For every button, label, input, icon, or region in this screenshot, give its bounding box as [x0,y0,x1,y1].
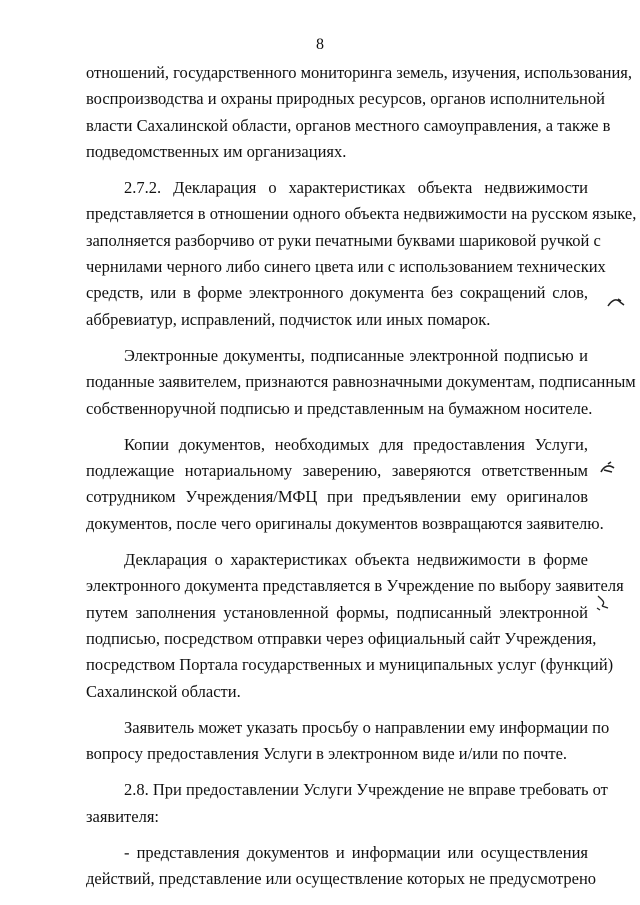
text-line: представляется в отношении одного объекта недвижимости на русском языке, [86,204,637,224]
text-line: Электронные документы, подписанные электронной подписью и [124,345,588,365]
text-line: 2.7.2. Декларация о характеристиках объекта недвижимости [124,178,588,198]
text-line: - представления документов и информации или осуществления [124,843,588,863]
text-line: подписью, посредством отправки через официальный сайт Учреждения, [86,628,597,648]
text-line: собственноручной подписью и представленным на бумажном носителе. [86,398,593,418]
text-line: сотрудником Учреждения/МФЦ при предъявлении ему оригиналов [86,487,588,507]
text-line: Сахалинской области. [86,681,241,701]
text-line: аббревиатур, исправлений, подчисток или иных помарок. [86,309,491,329]
text-line: 2.8. При предоставлении Услуги Учреждение не вправе требовать от [124,780,608,800]
paragraph [86,343,636,422]
text-line: власти Сахалинской области, органов местного самоуправления, а также в [86,115,611,135]
text-line: воспроизводства и охраны природных ресурсов, органов исполнительной [86,89,605,109]
text-line: поданные заявителем, признаются равнозначными документам, подписанным [86,372,636,392]
text-line: Заявитель может указать просьбу о направлении ему информации по [124,717,610,737]
text-line: подлежащие нотариальному заверению, заверяются ответственным [86,461,588,481]
text-line: чернилами черного либо синего цвета или с использованием технических [86,257,606,277]
text-line: отношений, государственного мониторинга земель, изучения, использования, [86,63,633,82]
paragraph [86,547,624,705]
text-line: вопросу предоставления Услуги в электронном виде и/или по почте. [86,744,568,764]
document-body [86,60,637,893]
margin-pen-mark-icon [606,296,626,310]
paragraph [86,432,604,537]
text-line: электронного документа представляется в Учреждение по выбору заявителя [86,576,624,596]
margin-pen-mark-icon [598,460,618,476]
paragraph [86,175,637,333]
text-line: действий, представление или осуществление которых не предусмотрено [86,869,597,889]
text-line: документов, после чего оригиналы документов возвращаются заявителю. [86,513,604,533]
paragraph [86,777,608,830]
page-number: 8 [316,36,324,53]
paragraph [86,840,597,893]
text-line: путем заполнения установленной формы, подписанный электронной [86,602,588,622]
paragraph [86,60,633,165]
text-line: средств, или в форме электронного документа без сокращений слов, [86,283,588,303]
text-line: подведомственных им организациях. [86,141,347,161]
margin-pen-mark-icon [594,592,612,612]
text-line: Декларация о характеристиках объекта недвижимости в форме [124,550,588,570]
text-line: Копии документов, необходимых для предоставления Услуги, [124,434,588,454]
text-line: заполняется разборчиво от руки печатными буквами шариковой ручкой с [86,230,601,250]
text-line: заявителя: [86,806,159,826]
paragraph [86,715,610,768]
text-line: посредством Портала государственных и муниципальных услуг (функций) [86,655,614,675]
